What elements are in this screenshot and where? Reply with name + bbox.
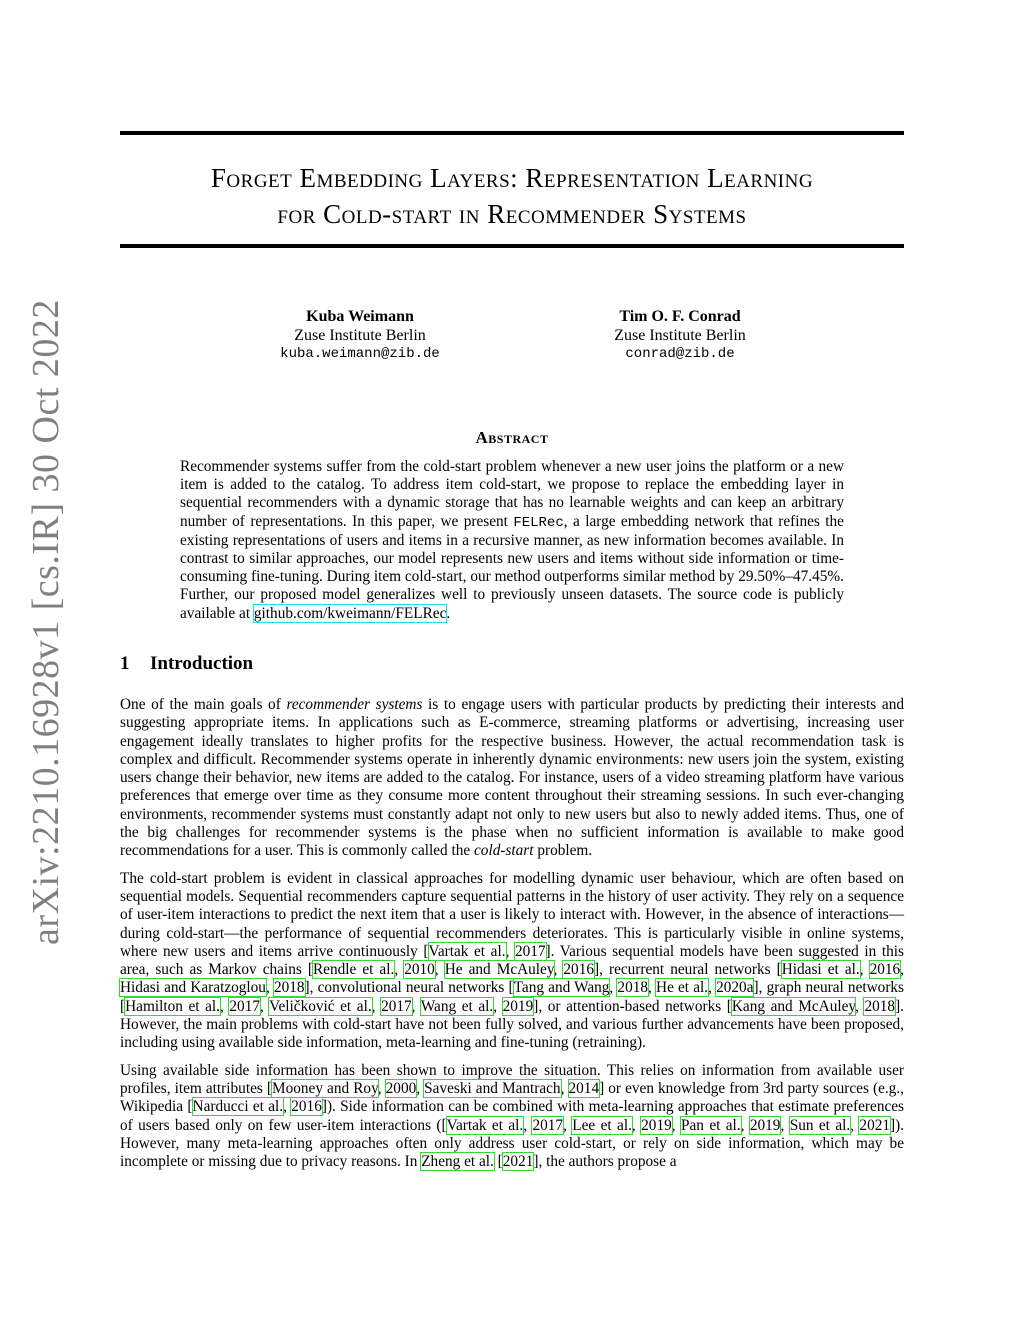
citation-link[interactable]: 2016: [869, 961, 901, 979]
author-block-2: [570, 307, 790, 364]
text-run: ,: [850, 1116, 860, 1134]
citation-link[interactable]: 2017: [532, 1116, 564, 1134]
section-heading: [120, 653, 253, 675]
citation-link[interactable]: Pan et al.: [680, 1116, 741, 1134]
body-text: [120, 696, 904, 1180]
citation-link[interactable]: Sun et al.: [789, 1116, 851, 1134]
abstract-part-1: Recommender systems suffer from the cold-start problem whenever a new user joins the platform or a new item is added to the catalog. To address item cold-start, we propose to replace the embedding layer in sequential recommenders with a dynamic storage that has no learnable weights and can keep an arbitrary number of representations. In this paper, we present: [180, 458, 844, 530]
title-line-1: Forget Embedding Layers: Representation Learning: [210, 163, 814, 193]
abstract-heading: Abstract: [475, 428, 549, 447]
text-run: ], graph neural networks [: [120, 979, 905, 1015]
citation-link[interactable]: Narducci et al.: [192, 1098, 284, 1116]
citation-link[interactable]: 2018: [617, 979, 649, 997]
text-run: ,: [416, 1079, 425, 1097]
text-run: is to engage users with particular products by predicting their interests and suggesting appropriate items. In applications such as E-commerce, streaming platforms or advertising, increasing user engagement ideally translates to higher profits for the respective business. However, the actual recommendation task is complex and difficult. Recommender systems operate in inherently dynamic environments: new users join the system, existing users change their behavior, new items are added to the catalog. For instance, users of a video streaming platform have various preferences that emerge over time as they consume more content throughout their streaming sessions. In such ever-changing environments, recommender systems must constantly adapt not only to new users but also to newly added items. Thus, one of the big challenges for recommender systems is the phase when no sufficient information is available to make good recommendations for a user. This is commonly called the: [120, 696, 904, 860]
text-run: ] or even knowledge from 3rd party sources (e.g., Wikipedia [: [120, 1079, 904, 1116]
text-run: ,: [260, 997, 270, 1015]
citation-link[interactable]: Hidasi and Karatzoglou: [120, 979, 266, 997]
text-run: ,: [283, 1098, 292, 1116]
citation-link[interactable]: 2017: [381, 997, 412, 1015]
text-run: One of the main goals of: [120, 696, 287, 713]
paragraph-3: [120, 1062, 904, 1172]
arxiv-identifier: arXiv:2210.16928v1 [cs.IR] 30 Oct 2022: [25, 299, 67, 945]
author-email: kuba.weimann@zib.de: [280, 346, 440, 362]
text-run: ,: [563, 1116, 573, 1134]
citation-link[interactable]: He et al.: [656, 979, 709, 997]
citation-link[interactable]: Veličković et al.: [269, 997, 372, 1015]
citation-link[interactable]: 2017: [514, 942, 546, 960]
citation-link[interactable]: Vartak et al.: [428, 942, 506, 960]
citation-link[interactable]: Lee et al.: [572, 1116, 632, 1134]
author-name: Kuba Weimann: [306, 308, 414, 325]
text-run: ,: [505, 942, 515, 960]
paper-title: [120, 160, 904, 232]
citation-link[interactable]: 2010: [404, 961, 435, 979]
text-run: ,: [265, 979, 274, 997]
abstract-part-2: , a large embedding network that refines the existing representations of users and items in a recursive manner, as new information becomes available. In contrast to similar approaches, our model represents new users and items without side information or time-consuming fine-tuning. During item cold-start, our method outperforms similar method by 29.50%–47.45%. Further, our proposed model generalizes well to previously unseen datasets. The source code is publicly available at: [180, 512, 844, 622]
text-run: [: [493, 1153, 503, 1171]
text-run: ,: [900, 961, 904, 979]
text-run: ]). However, many meta-learning approaches often only address user cold-start, or rely on side information, which may be incomplete or missing due to privacy reasons. In: [120, 1116, 905, 1171]
text-run: ], the authors propose a: [533, 1153, 677, 1171]
citation-link[interactable]: Saveski and Mantrach: [424, 1079, 561, 1097]
text-run: ,: [859, 961, 870, 979]
model-name: FELRec: [513, 514, 564, 531]
text-run: ,: [219, 997, 230, 1015]
citation-link[interactable]: 2018: [273, 979, 305, 997]
text-run: Using available side information has been shown to improve the situation. This relies on information from available user profiles, item attributes [: [120, 1061, 904, 1097]
citation-link[interactable]: 2020a: [716, 979, 754, 997]
citation-link[interactable]: Rendle et al.: [312, 961, 395, 979]
citation-link[interactable]: 2016: [291, 1098, 322, 1116]
emphasis: cold-start: [474, 842, 534, 860]
text-run: ,: [780, 1116, 790, 1134]
citation-link[interactable]: Vartak et al.: [446, 1116, 524, 1134]
citation-link[interactable]: Mooney and Roy: [272, 1079, 378, 1097]
citation-link[interactable]: He and McAuley: [444, 961, 554, 979]
paragraph-2: [120, 870, 904, 1053]
text-run: problem.: [533, 842, 593, 860]
text-run: ,: [671, 1116, 681, 1134]
author-block-1: [250, 307, 470, 364]
citation-link[interactable]: 2017: [229, 997, 260, 1015]
title-line-2: for Cold-start in Recommender Systems: [277, 199, 747, 229]
text-run: ,: [560, 1079, 569, 1097]
citation-link[interactable]: Tang and Wang: [513, 979, 610, 997]
text-run: ,: [609, 979, 618, 997]
text-run: ], recurrent neural networks [: [594, 961, 782, 979]
citation-link[interactable]: Kang and McAuley: [731, 997, 856, 1015]
citation-link[interactable]: 2019: [502, 997, 534, 1015]
text-run: ,: [855, 997, 865, 1015]
citation-link[interactable]: Zheng et al.: [421, 1153, 494, 1171]
title-rule-bottom: [120, 244, 904, 248]
text-run: ,: [523, 1116, 533, 1134]
citation-link[interactable]: 2014: [568, 1079, 600, 1097]
text-run: ,: [411, 997, 421, 1015]
author-email: conrad@zib.de: [625, 346, 735, 362]
citation-link[interactable]: Hidasi et al.: [781, 961, 860, 979]
text-run: ]. However, the main problems with cold-start have not been fully solved, and various further advancements have been proposed, including using available side information, meta-learning and fine-tuning (retraining).: [120, 997, 904, 1052]
author-affiliation: Zuse Institute Berlin: [614, 327, 746, 344]
citation-link[interactable]: 2019: [749, 1116, 781, 1134]
text-run: ,: [434, 961, 445, 979]
emphasis: recommender systems: [286, 696, 423, 713]
text-run: ,: [648, 979, 657, 997]
text-run: ,: [553, 961, 564, 979]
citation-link[interactable]: Hamilton et al.: [125, 997, 220, 1015]
text-run: ,: [708, 979, 717, 997]
citation-link[interactable]: 2019: [641, 1116, 672, 1134]
text-run: ,: [371, 997, 382, 1015]
paragraph-1: [120, 696, 904, 861]
citation-link[interactable]: 2000: [385, 1079, 417, 1097]
text-run: ]. Various sequential models have been suggested in this area, such as Markov chains [: [120, 942, 904, 979]
text-run: ,: [394, 961, 405, 979]
text-run: ]). Side information can be combined with meta-learning approaches that estimate preferences of users based only on few user-item interactions ([: [120, 1098, 904, 1134]
citation-link[interactable]: Wang et al.: [420, 997, 494, 1015]
citation-link[interactable]: 2016: [563, 961, 594, 979]
text-run: ,: [493, 997, 503, 1015]
text-run: ], or attention-based networks [: [533, 997, 732, 1015]
abstract-part-3: .: [446, 604, 451, 622]
text-run: ,: [377, 1079, 386, 1097]
section-title: Introduction: [150, 653, 254, 674]
title-rule-top: [120, 131, 904, 135]
text-run: ,: [631, 1116, 642, 1134]
citation-link[interactable]: 2021: [502, 1153, 534, 1171]
text-run: ,: [740, 1116, 750, 1134]
source-code-link[interactable]: github.com/kweimann/FELRec: [253, 604, 447, 622]
citation-link[interactable]: 2018: [864, 997, 896, 1015]
text-run: The cold-start problem is evident in classical approaches for modelling dynamic user behaviour, which are often based on sequential models. Sequential recommenders capture sequential patterns in the history of user activity. They rely on a sequence of user-item interactions to predict the next item that a user is likely to interact with. However, in the absence of interactions—during cold-start—the performance of sequential recommenders deteriorates. This is particularly visible in online systems, where new users and items arrive continuously [: [120, 869, 904, 960]
abstract-text: [180, 458, 844, 623]
author-name: Tim O. F. Conrad: [619, 308, 741, 325]
section-number: 1: [120, 653, 130, 674]
text-run: ], convolutional neural networks [: [304, 979, 514, 997]
author-affiliation: Zuse Institute Berlin: [294, 327, 426, 344]
citation-link[interactable]: 2021: [859, 1116, 891, 1134]
